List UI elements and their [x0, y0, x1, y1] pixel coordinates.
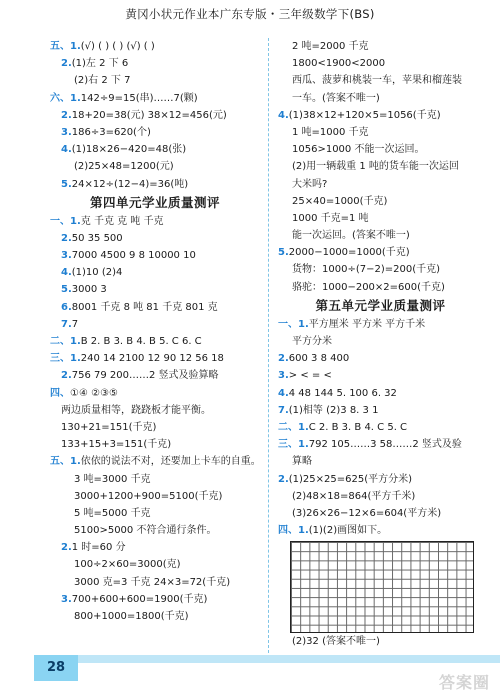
- question-number: 3.: [278, 370, 289, 382]
- answer-text: 3000 3: [71, 284, 107, 296]
- answer-line: [278, 107, 483, 124]
- answer-text: 平方分米: [292, 336, 332, 347]
- question-number: 1.: [70, 456, 81, 468]
- answer-line: [278, 158, 483, 175]
- question-number: 4.: [61, 267, 72, 279]
- answer-line: [278, 176, 483, 193]
- section-marker: 二、: [278, 421, 298, 433]
- section-marker: 三、: [278, 439, 298, 451]
- answer-text: 700+600+600=1900(千克): [71, 593, 208, 605]
- question-number: 1.: [70, 92, 81, 104]
- answer-text: 25×40=1000(千克): [292, 195, 388, 207]
- answer-text: (2)用一辆载重 1 吨的货车能一次运回: [292, 161, 459, 173]
- question-number: 7.: [61, 318, 72, 330]
- section-marker: 二、: [50, 336, 70, 347]
- answer-text: (1)38×12+120×5=1056(千克): [288, 109, 441, 121]
- question-number: 6.: [61, 301, 72, 313]
- answer-line: [50, 453, 260, 470]
- question-number: 1.: [298, 421, 309, 433]
- question-number: 7.: [278, 404, 289, 416]
- section-marker: 四、: [50, 387, 70, 399]
- answer-text: B 2. B 3. B 4. B 5. C 6. C: [80, 336, 202, 347]
- answer-line: [278, 72, 483, 89]
- answer-text: 1056>1000 不能一次运回。: [292, 144, 425, 156]
- answer-line: [278, 436, 483, 453]
- answer-text: 西瓜、菠萝和桃装一车，苹果和榴莲装: [292, 75, 462, 87]
- answer-text: (1)25×25=625(平方分米): [288, 473, 413, 485]
- question-number: 1.: [70, 215, 81, 227]
- answer-line: [50, 367, 260, 384]
- answer-line: [278, 453, 483, 470]
- answer-text: 800+1000=1800(千克): [74, 611, 189, 622]
- answer-line: [278, 227, 483, 244]
- answer-line: [278, 193, 483, 210]
- answer-text: 一车。(答案不唯一): [292, 92, 380, 104]
- answer-line: [50, 539, 260, 556]
- answer-text: (2)48×18=864(平方千米): [292, 490, 416, 502]
- answer-text: 两边质量相等，跷跷板才能平衡。: [61, 404, 211, 416]
- answer-line: [50, 299, 260, 316]
- answer-line: [50, 107, 260, 124]
- answer-text: (3)26×26−12×6=604(平方米): [292, 507, 442, 519]
- section-marker: 一、: [278, 318, 298, 330]
- question-number: 4.: [278, 387, 289, 399]
- answer-line: [278, 633, 483, 650]
- answer-line: [278, 402, 483, 419]
- answer-line: [278, 385, 483, 402]
- right-answer-column: [278, 38, 483, 650]
- answer-text: 1 吨=1000 千克: [292, 126, 369, 138]
- answer-line: [50, 471, 260, 488]
- section-marker: 五、: [50, 456, 70, 468]
- question-number: 3.: [61, 593, 72, 605]
- answer-line: [278, 261, 483, 278]
- answer-text: 3 吨=3000 千克: [74, 473, 151, 485]
- answer-line: [50, 574, 260, 591]
- question-number: 2.: [278, 473, 289, 485]
- answer-text: > < = <: [288, 370, 332, 382]
- answer-line: [278, 55, 483, 72]
- question-number: 5.: [61, 284, 72, 296]
- answer-text: 240 14 2100 12 90 12 56 18: [80, 353, 224, 365]
- section-marker: 一、: [50, 215, 70, 227]
- section-title: 第五单元学业质量测评: [315, 297, 446, 313]
- answer-line: [50, 505, 260, 522]
- answer-line: [278, 471, 483, 488]
- answer-text: 依依的说法不对，还要加上卡车的自重。: [80, 456, 261, 468]
- question-number: 5.: [278, 247, 289, 259]
- answer-text: 1800<1900<2000: [292, 58, 386, 70]
- answer-text: (2)右 2 下 7: [74, 75, 131, 87]
- section-marker: 五、: [50, 41, 70, 52]
- answer-line: [50, 38, 260, 55]
- answer-line: [50, 488, 260, 505]
- question-number: 2.: [278, 353, 289, 365]
- answer-line: [50, 522, 260, 539]
- answer-text: 130+21=151(千克): [61, 421, 157, 433]
- answer-line: [50, 264, 260, 281]
- answer-text: 2 吨=2000 千克: [292, 41, 369, 52]
- question-number: 2.: [61, 58, 72, 70]
- watermark: 答案圈: [438, 673, 490, 692]
- answer-text: (1)10 (2)4: [71, 267, 123, 279]
- question-number: 1.: [298, 318, 309, 330]
- answer-text: 7000 4500 9 8 10000 10: [71, 250, 196, 262]
- answer-text: (1)(2)画图如下。: [308, 525, 388, 537]
- answer-text: 4 48 144 5. 100 6. 32: [288, 387, 397, 399]
- answer-text: 142÷9=15(串)……7(颗): [80, 92, 198, 104]
- answer-text: 792 105……3 58……2 竖式及验: [308, 439, 462, 451]
- answer-text: 能一次运回。(答案不唯一): [292, 230, 410, 242]
- square-grid-paper: [290, 541, 474, 633]
- answer-text: 24×12÷(12−4)=36(吨): [71, 178, 189, 190]
- answer-text: 2000−1000=1000(千克): [288, 247, 410, 259]
- answer-line: [278, 505, 483, 522]
- answer-text: 5 吨=5000 千克: [74, 507, 151, 519]
- answer-text: (1)18×26−420=48(张): [71, 144, 187, 156]
- answer-text: 186÷3=620(个): [71, 126, 151, 138]
- answer-line: [50, 385, 260, 402]
- answer-text: 骆驼：1000−200×2=600(千克): [292, 281, 445, 293]
- question-number: 1.: [70, 41, 81, 52]
- answer-line: [50, 436, 260, 453]
- answer-line: [278, 316, 483, 333]
- answer-text: ①④ ②③⑤: [70, 387, 119, 399]
- answer-line: [278, 38, 483, 55]
- answer-line: [50, 90, 260, 107]
- answer-line: [50, 419, 260, 436]
- question-number: 2.: [61, 542, 72, 554]
- question-number: 2.: [61, 370, 72, 382]
- left-answer-column: [50, 38, 260, 625]
- question-number: 3.: [61, 250, 72, 262]
- answer-text: 3000+1200+900=5100(千克): [74, 490, 223, 502]
- answer-line: [278, 210, 483, 227]
- answer-line: [50, 124, 260, 141]
- answer-line: [278, 124, 483, 141]
- answer-text: 100÷2×60=3000(克): [74, 559, 181, 571]
- question-number: 3.: [61, 126, 72, 138]
- answer-text: 货物：1000÷(7−2)=200(千克): [292, 264, 441, 276]
- answer-text: 600 3 8 400: [288, 353, 350, 365]
- question-number: 4.: [278, 109, 289, 121]
- section-title: 第四单元学业质量测评: [89, 194, 220, 210]
- answer-text: 1000 千克=1 吨: [292, 212, 369, 224]
- answer-line: [50, 316, 260, 333]
- answer-line: [50, 350, 260, 367]
- answer-line: [50, 333, 260, 350]
- question-number: 2.: [61, 232, 72, 244]
- question-number: 5.: [61, 178, 72, 190]
- question-number: 1.: [298, 525, 309, 537]
- answer-line: [50, 55, 260, 72]
- answer-line: [50, 591, 260, 608]
- answer-line: [278, 522, 483, 539]
- answer-line: [50, 556, 260, 573]
- question-number: 1.: [70, 336, 81, 347]
- answer-line: [50, 213, 260, 230]
- answer-text: 1 时=60 分: [71, 542, 126, 554]
- answer-text: 8001 千克 8 吨 81 千克 801 克: [71, 301, 218, 313]
- answer-text: 5100>5000 不符合通行条件。: [74, 525, 217, 537]
- answer-line: [50, 281, 260, 298]
- answer-line: [278, 419, 483, 436]
- section-marker: 六、: [50, 92, 70, 104]
- answer-text: 3000 克=3 千克 24×3=72(千克): [74, 576, 231, 588]
- column-divider: [268, 38, 269, 653]
- page-number: 28: [34, 655, 78, 681]
- question-number: 4.: [61, 144, 72, 156]
- answer-text: (2)32 (答案不唯一): [292, 636, 380, 648]
- answer-text: 克 千克 克 吨 千克: [80, 215, 164, 227]
- section-marker: 四、: [278, 525, 298, 537]
- answer-line: [50, 247, 260, 264]
- answer-line: [278, 350, 483, 367]
- answer-text: 18+20=38(元) 38×12=456(元): [71, 109, 227, 121]
- answer-text: 平方厘米 平方米 平方千米: [308, 318, 426, 330]
- answer-line: [50, 141, 260, 158]
- answer-line: [278, 333, 483, 350]
- answer-line: [50, 230, 260, 247]
- answer-line: [278, 244, 483, 261]
- answer-text: (1)左 2 下 6: [71, 58, 129, 70]
- answer-text: (√) ( ) ( ) (√) ( ): [80, 41, 155, 52]
- answer-text: (1)相等 (2)3 8. 3 1: [288, 404, 379, 416]
- answer-line: [278, 488, 483, 505]
- answer-text: 133+15+3=151(千克): [61, 439, 172, 451]
- question-number: 2.: [61, 109, 72, 121]
- answer-text: C 2. B 3. B 4. C 5. C: [308, 421, 408, 433]
- answer-text: 大米吗?: [292, 178, 328, 190]
- page-header: 黄冈小状元作业本广东专版・三年级数学下(BS): [125, 7, 375, 21]
- answer-line: [50, 72, 260, 89]
- answer-line: [278, 141, 483, 158]
- question-number: 1.: [70, 353, 81, 365]
- answer-text: 50 35 500: [71, 232, 123, 244]
- section-marker: 三、: [50, 353, 70, 365]
- answer-text: 7: [71, 318, 79, 330]
- footer-band: [36, 655, 500, 663]
- question-number: 1.: [298, 439, 309, 451]
- answer-line: [50, 402, 260, 419]
- answer-line: [50, 608, 260, 625]
- answer-text: 算略: [292, 456, 312, 468]
- answer-line: [278, 279, 483, 296]
- answer-line: [278, 90, 483, 107]
- page-footer: [0, 655, 500, 697]
- answer-text: (2)25×48=1200(元): [74, 161, 174, 173]
- answer-text: 756 79 200……2 竖式及验算略: [71, 370, 219, 382]
- answer-line: [50, 176, 260, 193]
- answer-line: [278, 367, 483, 384]
- answer-line: [50, 158, 260, 175]
- drawing-grid: [290, 541, 483, 633]
